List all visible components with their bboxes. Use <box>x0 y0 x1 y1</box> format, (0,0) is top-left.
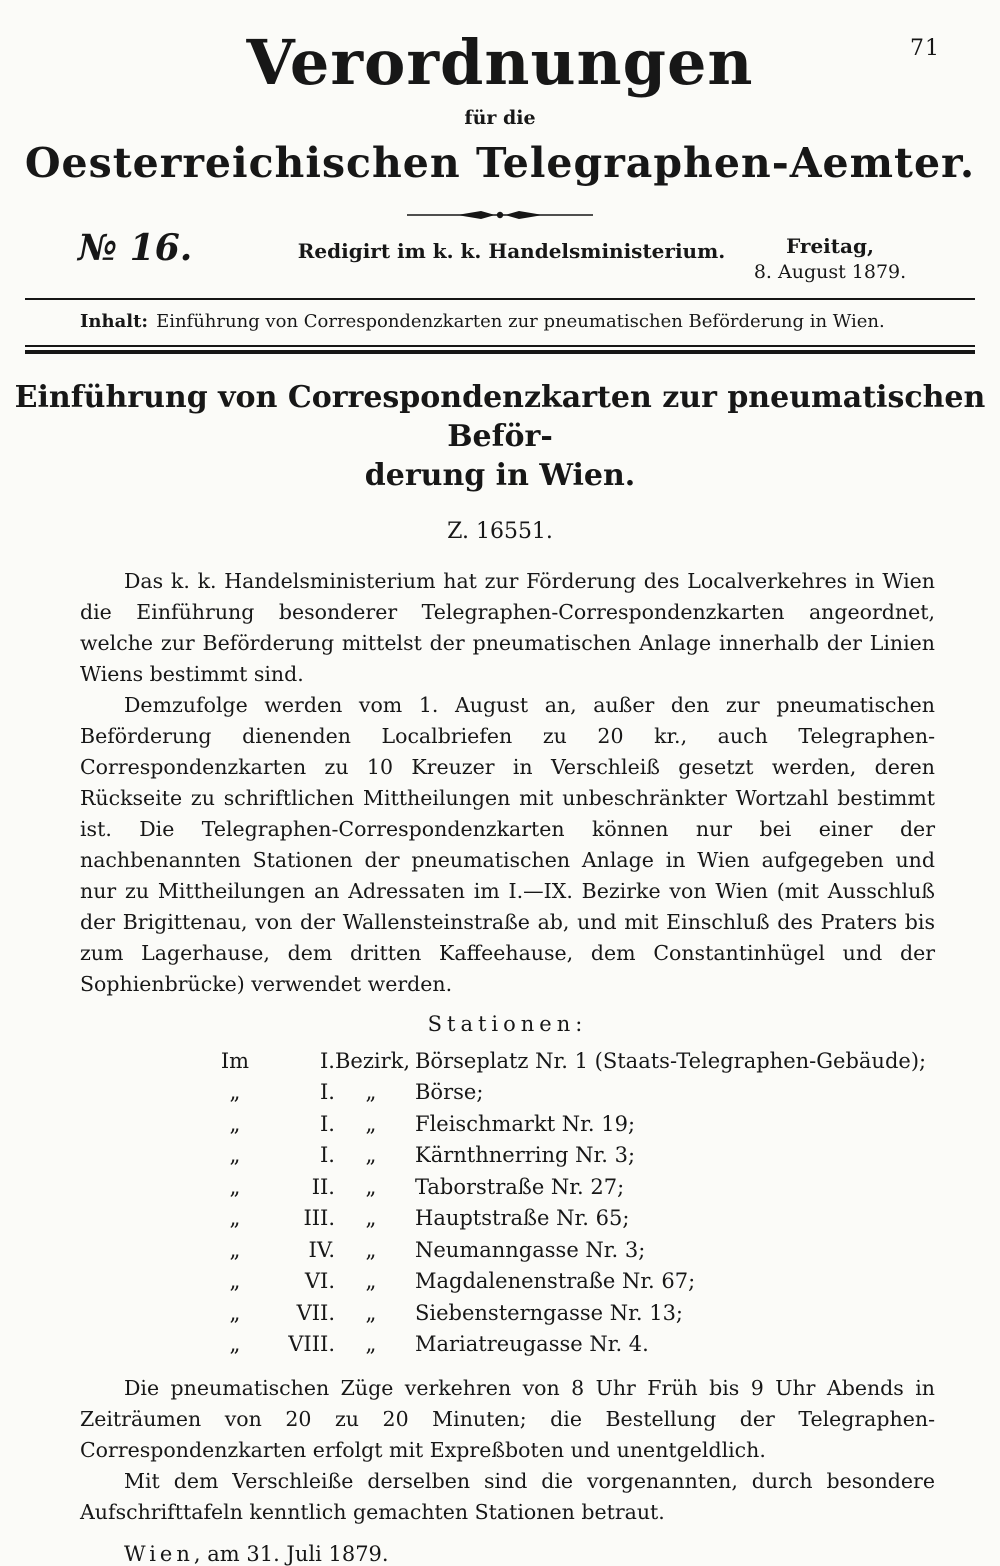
station-address: Börse; <box>415 1080 484 1105</box>
station-ditto-bezirk: „ <box>365 1237 377 1262</box>
file-number: Z. 16551. <box>447 518 553 544</box>
station-ditto-district: „ <box>229 1174 241 1199</box>
masthead <box>0 0 1000 187</box>
issue-date: 8. August 1879. <box>753 261 907 284</box>
page-number: 71 <box>910 36 940 61</box>
station-ditto-district: „ <box>229 1111 241 1136</box>
stations-heading: Stationen: <box>427 1011 588 1036</box>
article-heading <box>0 378 1000 495</box>
station-address: Mariatreugasse Nr. 4. <box>415 1332 649 1357</box>
station-address: Kärnthnerring Nr. 3; <box>415 1143 636 1168</box>
paragraph-3: Die pneumatischen Züge verkehren von 8 Uhr Früh bis 9 Uhr Abends in Zeiträumen von 20 zu 20 Minuten; die Bestellung der Telegraphen-Correspondenzkarten erfolgt mit Expreßboten und unentgeldlich. <box>80 1375 935 1462</box>
station-address: Fleischmarkt Nr. 19; <box>415 1111 636 1136</box>
rule-below-contents <box>25 345 975 354</box>
article-body <box>0 566 1000 1566</box>
station-row <box>205 1140 935 1172</box>
station-district-numeral: I. <box>320 1080 335 1105</box>
dateline <box>80 1542 935 1566</box>
station-district-numeral: VI. <box>304 1269 335 1294</box>
station-ditto-district: „ <box>229 1332 241 1357</box>
editor-line: Redigirt im k. k. Handelsministerium. <box>297 239 726 264</box>
station-ditto-bezirk: „ <box>365 1269 377 1294</box>
issue-header-row <box>0 223 1000 286</box>
station-ditto-district: „ <box>229 1300 241 1325</box>
station-district-numeral: I. <box>320 1048 335 1073</box>
masthead-title-line2: Oesterreichischen Telegraphen-Aemter. <box>24 139 976 188</box>
station-ditto-bezirk: „ <box>365 1300 377 1325</box>
issue-number: № 16. <box>78 227 193 270</box>
station-row <box>205 1235 935 1267</box>
station-district-numeral: VIII. <box>288 1332 335 1357</box>
station-address: Taborstraße Nr. 27; <box>415 1174 625 1199</box>
station-row <box>205 1172 935 1204</box>
dateline-rest: , am 31. Juli 1879. <box>193 1541 389 1566</box>
station-ditto-district: „ <box>229 1269 241 1294</box>
station-address: Siebensterngasse Nr. 13; <box>415 1300 684 1325</box>
station-district-numeral: I. <box>320 1111 335 1136</box>
station-row <box>205 1298 935 1330</box>
station-ditto-district: „ <box>229 1206 241 1231</box>
station-ditto-district: „ <box>229 1143 241 1168</box>
article-heading-line2: derung in Wien. <box>364 457 636 493</box>
station-row <box>205 1046 935 1078</box>
station-address: Börseplatz Nr. 1 (Staats-Telegraphen-Gebäude); <box>415 1048 927 1073</box>
station-district-numeral: I. <box>320 1143 335 1168</box>
paragraph-2: Demzufolge werden vom 1. August an, außer den zur pneumatischen Beförderung dienenden Localbriefen zu 20 kr., auch Telegraphen-Correspondenzkarten zu 10 Kreuzer in Verschleiß gesetzt werden, deren Rückseite zu schriftlichen Mittheilungen mit unbeschränkter Wortzahl bestimmt ist. Die Telegraphen-Correspondenzkarten können nur bei einer der nachbenannten Stationen der pneumatischen Anlage in Wien aufgegeben und nur zu Mittheilungen an Adressaten im I.—IX. Bezirke von Wien (mit Ausschluß der Brigittenau, von der Wallensteinstraße ab, und mit Einschluß des Praters bis zum Lagerhause, dem dritten Kaffeehause, dem Constantinhügel und der Sophienbrücke) verwendet werden. <box>80 692 935 996</box>
station-row <box>205 1109 935 1141</box>
station-address: Magdalenenstraße Nr. 67; <box>415 1269 696 1294</box>
stations-table <box>205 1046 935 1361</box>
station-ditto-district: „ <box>229 1080 241 1105</box>
station-row <box>205 1329 935 1361</box>
contents-line <box>0 300 1000 345</box>
paragraph-1: Das k. k. Handelsministerium hat zur Förderung des Localverkehres in Wien die Einführung besonderer Telegraphen-Correspondenzkarten angeordnet, welche zur Beförderung mittelst der pneumatischen Anlage innerhalb der Linien Wiens bestimmt sind. <box>80 568 935 686</box>
station-ditto-district: „ <box>229 1237 241 1262</box>
masthead-subtitle: für die <box>464 107 536 130</box>
station-district-numeral: II. <box>311 1174 335 1199</box>
issue-weekday: Freitag, <box>786 234 874 259</box>
station-address: Neumanngasse Nr. 3; <box>415 1237 646 1262</box>
station-ditto-bezirk: „ <box>365 1206 377 1231</box>
station-row <box>205 1077 935 1109</box>
dateline-city: Wien <box>124 1541 194 1566</box>
ornament-divider-icon <box>0 207 1000 223</box>
station-district-numeral: VII. <box>296 1300 335 1325</box>
contents-label: Inhalt: <box>80 310 149 332</box>
station-ditto-district: Im <box>220 1048 250 1073</box>
station-row <box>205 1266 935 1298</box>
station-address: Hauptstraße Nr. 65; <box>415 1206 630 1231</box>
station-ditto-bezirk: „ <box>365 1174 377 1199</box>
station-district-numeral: IV. <box>308 1237 335 1262</box>
station-ditto-bezirk: Bezirk, <box>335 1048 411 1073</box>
station-row <box>205 1203 935 1235</box>
station-ditto-bezirk: „ <box>365 1332 377 1357</box>
station-ditto-bezirk: „ <box>365 1080 377 1105</box>
station-district-numeral: III. <box>303 1206 335 1231</box>
contents-text: Einführung von Correspondenzkarten zur pneumatischen Beförderung in Wien. <box>156 310 885 332</box>
station-ditto-bezirk: „ <box>365 1111 377 1136</box>
station-ditto-bezirk: „ <box>365 1143 377 1168</box>
issue-date-block <box>730 229 930 286</box>
paragraph-4: Mit dem Verschleiße derselben sind die vorgenannten, durch besondere Aufschrifttafeln kenntlich gemachten Stationen betraut. <box>80 1468 935 1524</box>
masthead-title: Verordnungen <box>246 26 754 99</box>
article-heading-line1: Einführung von Correspondenzkarten zur pneumatischen Beför- <box>14 379 986 454</box>
